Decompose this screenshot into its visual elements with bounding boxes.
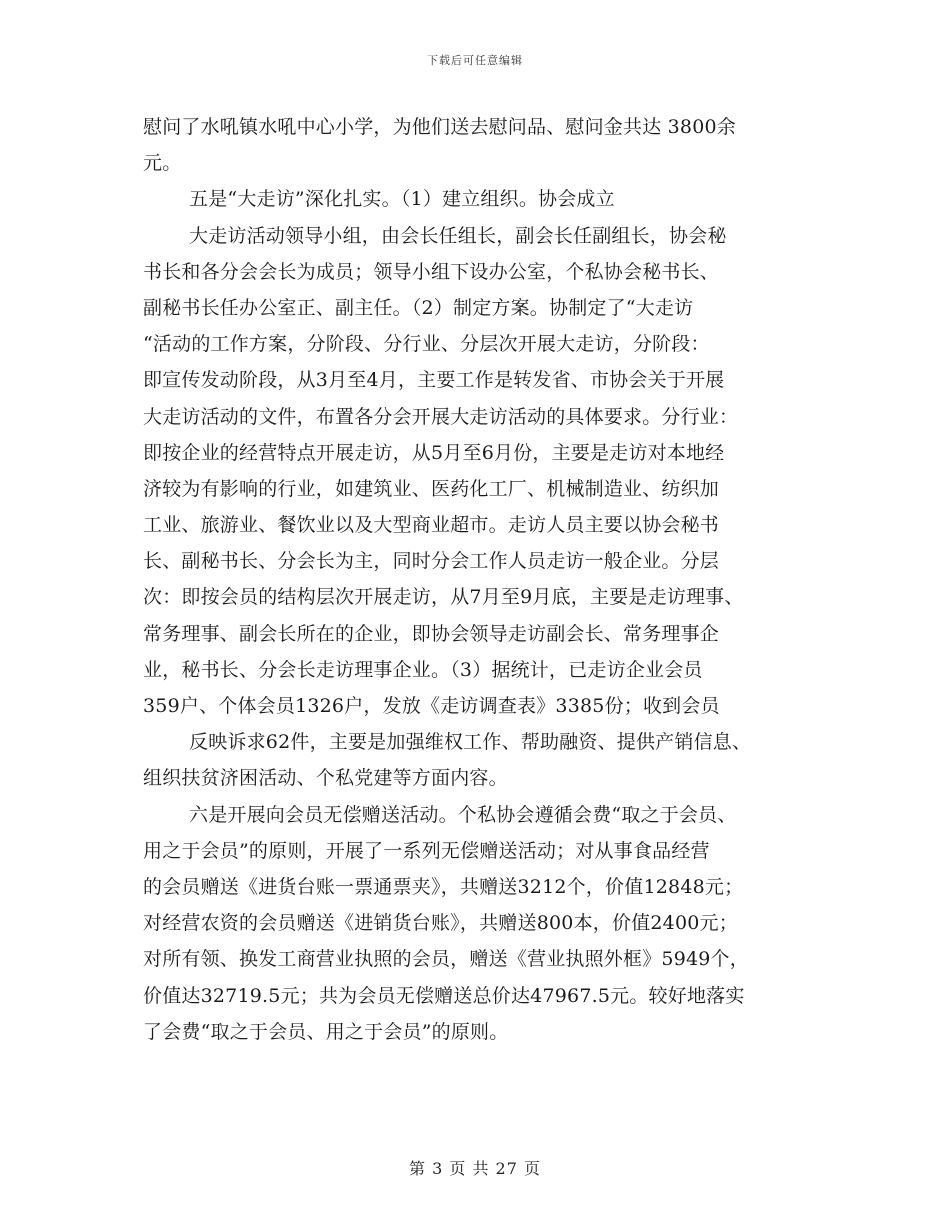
text-line: 业，秘书长、分会长走访理事企业。（3）据统计，已走访企业会员 <box>143 658 703 681</box>
page-footer: 第 3 页 共 27 页 <box>409 1159 541 1178</box>
text-line: 六是开展向会员无偿赠送活动。个私协会遵循会费“取之于会员、 <box>189 803 737 826</box>
text-line: 即宣传发动阶段，从3月至4月，主要工作是转发省、市协会关于开展 <box>143 369 725 392</box>
document-body <box>143 109 813 1050</box>
text-line: 大走访活动领导小组，由会长任组长，副会长任副组长，协会秘 <box>189 224 727 247</box>
text-line: 大走访活动的文件，布置各分会开展大走访活动的具体要求。分行业： <box>143 405 739 428</box>
text-line: 价值达32719.5元；共为会员无偿赠送总价达47967.5元。较好地落实 <box>143 984 745 1007</box>
text-line: 长、副秘书长、分会长为主，同时分会工作人员走访一般企业。分层 <box>143 550 720 573</box>
text-line: 359户、个体会员1326户，发放《走访调查表》3385份；收到会员 <box>143 695 720 717</box>
text-line: 工业、旅游业、餐饮业以及大型商业超市。走访人员主要以协会秘书 <box>143 514 720 537</box>
text-line: 用之于会员”的原则，开展了一系列无偿赠送活动；对从事食品经营 <box>143 839 710 862</box>
text-line: 济较为有影响的行业，如建筑业、医药化工厂、机械制造业、纺织加 <box>143 477 720 500</box>
text-line: 五是“大走访”深化扎实。（1）建立组织。协会成立 <box>189 188 615 211</box>
text-line: 对所有领、换发工商营业执照的会员，赠送《营业执照外框》5949个， <box>143 948 749 971</box>
text-line: 慰问了水吼镇水吼中心小学，为他们送去慰问品、慰问金共达 3800余 <box>143 116 736 138</box>
text-line: 副秘书长任办公室正、副主任。（2）制定方案。协制定了“大走访 <box>143 296 694 319</box>
text-line: “活动的工作方案，分阶段、分行业、分层次开展大走访，分阶段： <box>143 333 710 356</box>
page-header: 下载后可任意编辑 <box>427 54 523 67</box>
text-line: 次：即按会员的结构层次开展走访，从7月至9月底，主要是走访理事、 <box>143 586 744 609</box>
text-line: 对经营农资的会员赠送《进销货台账》，共赠送800本，价值2400元； <box>143 912 738 935</box>
text-line: 书长和各分会会长为成员；领导小组下设办公室，个私协会秘书长、 <box>143 260 720 283</box>
text-line: 反映诉求62件，主要是加强维权工作、帮助融资、提供产销信息、 <box>189 731 752 754</box>
text-line: 常务理事、副会长所在的企业，即协会领导走访副会长、常务理事企 <box>143 622 720 645</box>
text-line: 的会员赠送《进货台账一票通票夹》，共赠送3212个，价值12848元； <box>143 875 744 898</box>
text-line: 元。 <box>143 152 182 175</box>
text-line: 即按企业的经营特点开展走访，从5月至6月份，主要是走访对本地经 <box>143 441 725 464</box>
text-line: 组织扶贫济困活动、个私党建等方面内容。 <box>143 767 508 790</box>
text-line: 了会费“取之于会员、用之于会员”的原则。 <box>143 1020 509 1043</box>
